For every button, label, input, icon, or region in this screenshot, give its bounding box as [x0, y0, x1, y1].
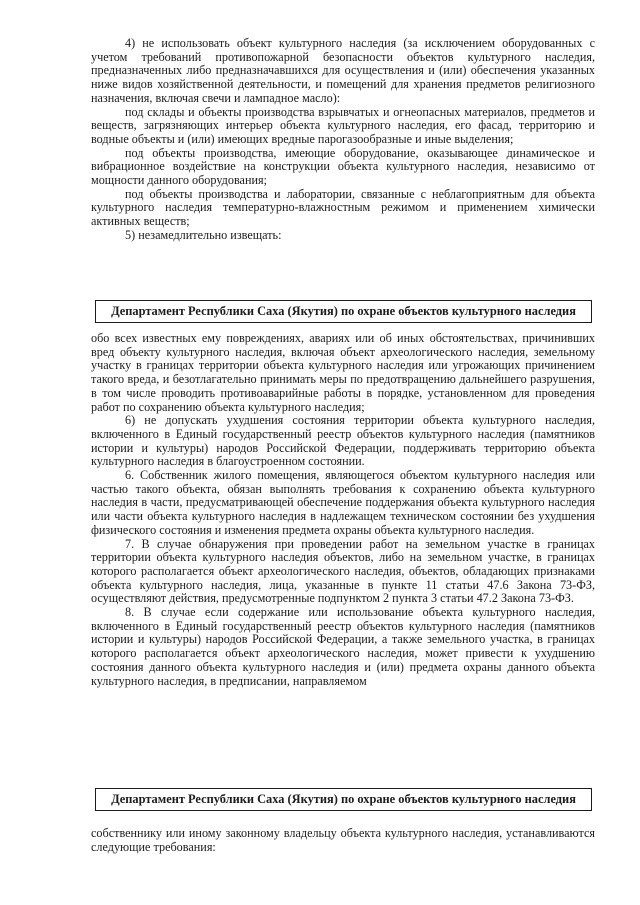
department-stamp: Департамент Республики Саха (Якутия) по охране объектов культурного наследия	[95, 300, 592, 323]
text-block-3	[91, 827, 595, 854]
paragraph: собственнику или иному законному владельцу объекта культурного наследия, устанавливаются следующие требования:	[91, 826, 595, 854]
department-stamp: Департамент Республики Саха (Якутия) по охране объектов культурного наследия	[95, 788, 592, 811]
paragraph: 6) не допускать ухудшения состояния территории объекта культурного наследия, включенного в Единый государственный реестр объектов культурного наследия (памятников истории и культуры) народов Российской Федерации, поддерживать территорию объекта культурного наследия в благоустроенном состоянии.	[91, 413, 595, 469]
paragraph: под объекты производства и лаборатории, связанные с неблагоприятным для объекта культурного наследия температурно-влажностным режимом и применением химически активных веществ;	[91, 186, 595, 229]
paragraph: 7. В случае обнаружения при проведении работ на земельном участке в границах территории объекта культурного наследия объектов, либо на земельном участке, в границах которого располагается объект археологического наследия, объектов, обладающих признаками объекта культурного наследия, лица, указанные в пункте 11 статьи 47.6 Закона 73-ФЗ, осуществляют действия, предусмотренные подпунктом 2 пункта 3 статьи 47.2 Закона 73-ФЗ.	[91, 536, 595, 606]
paragraph: 6. Собственник жилого помещения, являющегося объектом культурного наследия или частью такого объекта, обязан выполнять требования к сохранению объекта культурного наследия в части, предусматривающей обеспечение поддержания объекта культурного наследия или части объекта культурного наследия в надлежащем техническом состоянии без ухудшения физического состояния и изменения предмета охраны объекта культурного наследия.	[91, 468, 595, 537]
paragraph: 8. В случае если содержание или использование объекта культурного наследия, включенного в Единый государственный реестр объектов культурного наследия (памятников истории и культуры) народов Российской Федерации, а также земельного участка, в границах которого располагается объект археологического наследия, может привести к ухудшению состояния данного объекта культурного наследия и (или) предмета охраны данного объекта культурного наследия, в предписании, направляемом	[91, 605, 595, 688]
paragraph: 4) не использовать объект культурного наследия (за исключением оборудованных с учетом требований противопожарной безопасности объектов культурного наследия, предназначенных либо предназначавшихся для осуществления и (или) обеспечения указанных ниже видов хозяйственной деятельности, и помещений для хранения предметов религиозного назначения, включая свечи и лампадное масло):	[91, 36, 595, 105]
text-block-1	[91, 37, 595, 243]
text-block-2	[91, 332, 595, 688]
paragraph: под объекты производства, имеющие оборудование, оказывающее динамическое и вибрационное воздействие на конструкции объекта культурного наследия, независимо от мощности данного оборудования;	[91, 145, 595, 188]
paragraph: обо всех известных ему повреждениях, авариях или об иных обстоятельствах, причинивших вред объекту культурного наследия, включая объект археологического наследия, земельному участку в границах территории объекта культурного наследия или угрожающих причинением такого вреда, и безотлагательно принимать меры по предотвращению дальнейшего разрушения, в том числе проводить противоаварийные работы в порядке, установленном для проведения работ по сохранению объекта культурного наследия;	[91, 331, 595, 414]
paragraph: под склады и объекты производства взрывчатых и огнеопасных материалов, предметов и веществ, загрязняющих интерьер объекта культурного наследия, его фасад, территорию и водные объекты и (или) имеющих вредные парогазообразные и иные выделения;	[91, 104, 595, 146]
paragraph: 5) незамедлительно извещать:	[125, 227, 282, 242]
